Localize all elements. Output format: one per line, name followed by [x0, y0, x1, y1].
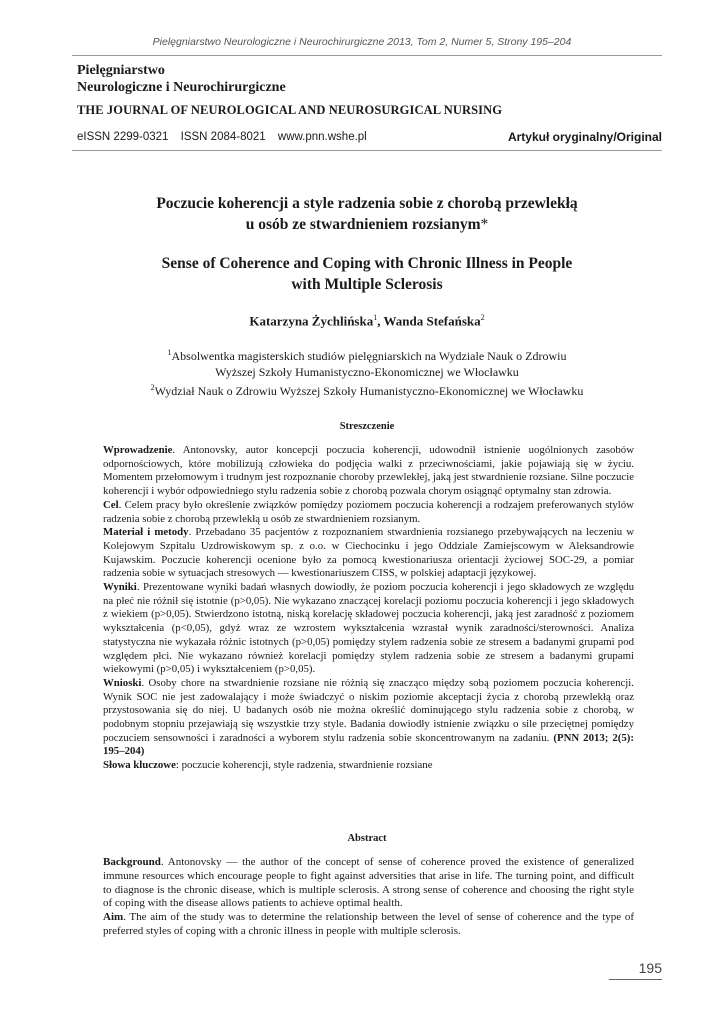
title-pl-line1: Poczucie koherencji a style radzenia sobie z chorobą przewlekłą [156, 195, 578, 212]
abstract-paragraph: Wyniki. Prezentowane wyniki badań własnych dowiodły, że poziom poczucia koherencji i jego składowych ze względu na płeć nie różnił się istotnie (p>0,05). Nie wykazano znaczącej korelacji poziomu poczucia koherencji i jego składowych z wiekiem (p>0,05). Stwierdzono istotną, niską korelację składowej poczucia koherencji, jaką jest zaradność z poziomem wykształcenia (p<0,05), gdyż wraz ze wzrostem wykształcenia wzrastał wynik zaradności/sterowności. Analiza statystyczna nie wykazała różnic istotnych (p>0,05) pomiędzy stylem radzenia sobie ze stresem a badanymi grupami pod względem płci. Nie wykazano również korelacji pomiędzy stylem radzenia sobie ze stresem a badanymi grupami wiekowymi (p>0,05) i wykształceniem (p>0,05). [103, 581, 634, 676]
abstract-paragraph: Wprowadzenie. Antonovsky, autor koncepcji poczucia koherencji, udowodnił istnienie uogólnionych zasobów odpornościowych, które mobilizują człowieka do podjęcia walki z przeciwnościami, jakie pojawiają się w życiu. Momentem przełomowym i trudnym jest rozpoznanie choroby przewlekłej, jaką jest stwardnienie rozsiane. Silne poczucie koherencji i wybór odpowiedniego stylu radzenia sobie z chorobą pozwala chorym osiągnąć optymalny stan zdrowia. [103, 444, 634, 498]
author-name: Katarzyna Żychlińska [249, 313, 374, 329]
affiliation-2: $^2$Wydział Nauk o Zdrowiu Wyższej Szkoły Humanistyczno-Ekonomicznej we Włocławku [150, 383, 584, 398]
page-number: 195 [638, 960, 662, 976]
author-name: Wanda Stefańska [383, 313, 481, 329]
author-separator: , [377, 313, 384, 329]
title-en-line2: with Multiple Sclerosis [291, 276, 443, 293]
title-footnote-mark: * [480, 216, 489, 233]
page-number-rule [609, 979, 662, 980]
keywords: Słowa kluczowe: poczucie koherencji, style radzenia, stwardnienie rozsiane [103, 759, 433, 772]
abstract-paragraph: Background. Antonovsky — the author of the concept of sense of coherence proved the existence of generalized immune resources which encourage people to fight against adversities that arise in life. The turning point, and difficult to diagnose is the chronic disease, which is multiple sclerosis. A strong sense of coherence and choosing the right style of coping with the disease allows patients to achieve optimal health. [103, 856, 634, 910]
abstract-paragraph: Aim. The aim of the study was to determine the relationship between the level of sense of coherence and the type of preferred styles of coping with a chronic illness in people with multiple sclerosis. [103, 911, 634, 937]
journal-name-en: THE JOURNAL OF NEUROLOGICAL AND NEUROSURGICAL NURSING [77, 103, 503, 117]
streszczenie-body [103, 444, 634, 773]
title-pl-line2: u osób ze stwardnieniem rozsianym* [245, 216, 489, 233]
issn-line [77, 131, 376, 143]
affiliations [72, 345, 662, 400]
journal-name-pl-line1: Pielęgniarstwo [77, 63, 165, 78]
journal-website[interactable]: www.pnn.wshe.pl [277, 131, 367, 143]
journal-name-pl [77, 62, 286, 96]
abstract-paragraph: Materiał i metody. Przebadano 35 pacjentów z rozpoznaniem stwardnienia rozsianego przebywających na leczeniu w Kolejowym Szpitalu Uzdrowiskowym sp. z o.o. w Ciechocinku i jego Oddziale Zamiejscowym w Aleksandrowie Kujawskim. Poczucie koherencji ocenione było za pomocą kwestionariusza orientacji życiowej SOC-29, a pomiar radzenia sobie w sytuacjach stresowych — kwestionariuszem CISS, w polskiej adaptacji językowej. [103, 526, 635, 580]
author-list [72, 313, 662, 329]
article-title-pl [72, 193, 662, 235]
running-header: Pielęgniarstwo Neurologiczne i Neurochirurgiczne 2013, Tom 2, Numer 5, Strony 195–204 [152, 36, 572, 48]
meta-divider [72, 150, 662, 151]
header-divider [72, 55, 662, 56]
author-affiliation-mark: 2 [480, 313, 485, 322]
journal-name-pl-line2: Neurologiczne i Neurochirurgiczne [77, 80, 286, 95]
abstract-heading: Abstract [347, 833, 387, 844]
abstract-paragraph: Wnioski. Osoby chore na stwardnienie rozsiane nie różnią się znacząco między sobą poziomem poczucia koherencji. Wynik SOC nie jest zadowalający i może świadczyć o niskim poziomie akceptacji życia z chorobą przewlekłą oraz przystosowania się do niej. U badanych osób nie można określić dominującego stylu radzenia sobie z chorobą, w podobnym stopniu przejawiają się wszystkie trzy style. Badania dowiodły istnienie związku o sile przeciętnej pomiędzy poczuciem sensowności i zaradności a wyborem stylu radzenia sobie skoncentrowanym na zadaniu. (PNN 2013; 2(5): 195–204) [103, 676, 634, 758]
affiliation-1-line1: $^1$Absolwentka magisterskich studiów pielęgniarskich na Wydziale Nauk o Zdrowiu [167, 348, 567, 363]
issn: ISSN 2084-8021 [180, 131, 266, 143]
abstract-paragraph: Cel. Celem pracy było określenie związków pomiędzy poziomem poczucia koherencji a rodzajem preferowanych stylów radzenia sobie z chorobą przewlekłą u osób ze stwardnieniem rozsianym. [103, 498, 634, 525]
affiliation-1-line2: Wyższej Szkoły Humanistyczno-Ekonomicznej we Włocławku [215, 364, 519, 379]
title-en-line1: Sense of Coherence and Coping with Chronic Illness in People [161, 255, 573, 272]
article-type-label: Artykuł oryginalny/Original [507, 130, 662, 144]
eissn: eISSN 2299-0321 [77, 131, 169, 143]
streszczenie-heading: Streszczenie [339, 421, 395, 432]
abstract-body [103, 856, 634, 939]
citation: (PNN 2013; 2(5): 195–204) [103, 731, 634, 758]
article-title-en [72, 253, 662, 295]
author-affiliation-mark: 1 [373, 313, 378, 322]
